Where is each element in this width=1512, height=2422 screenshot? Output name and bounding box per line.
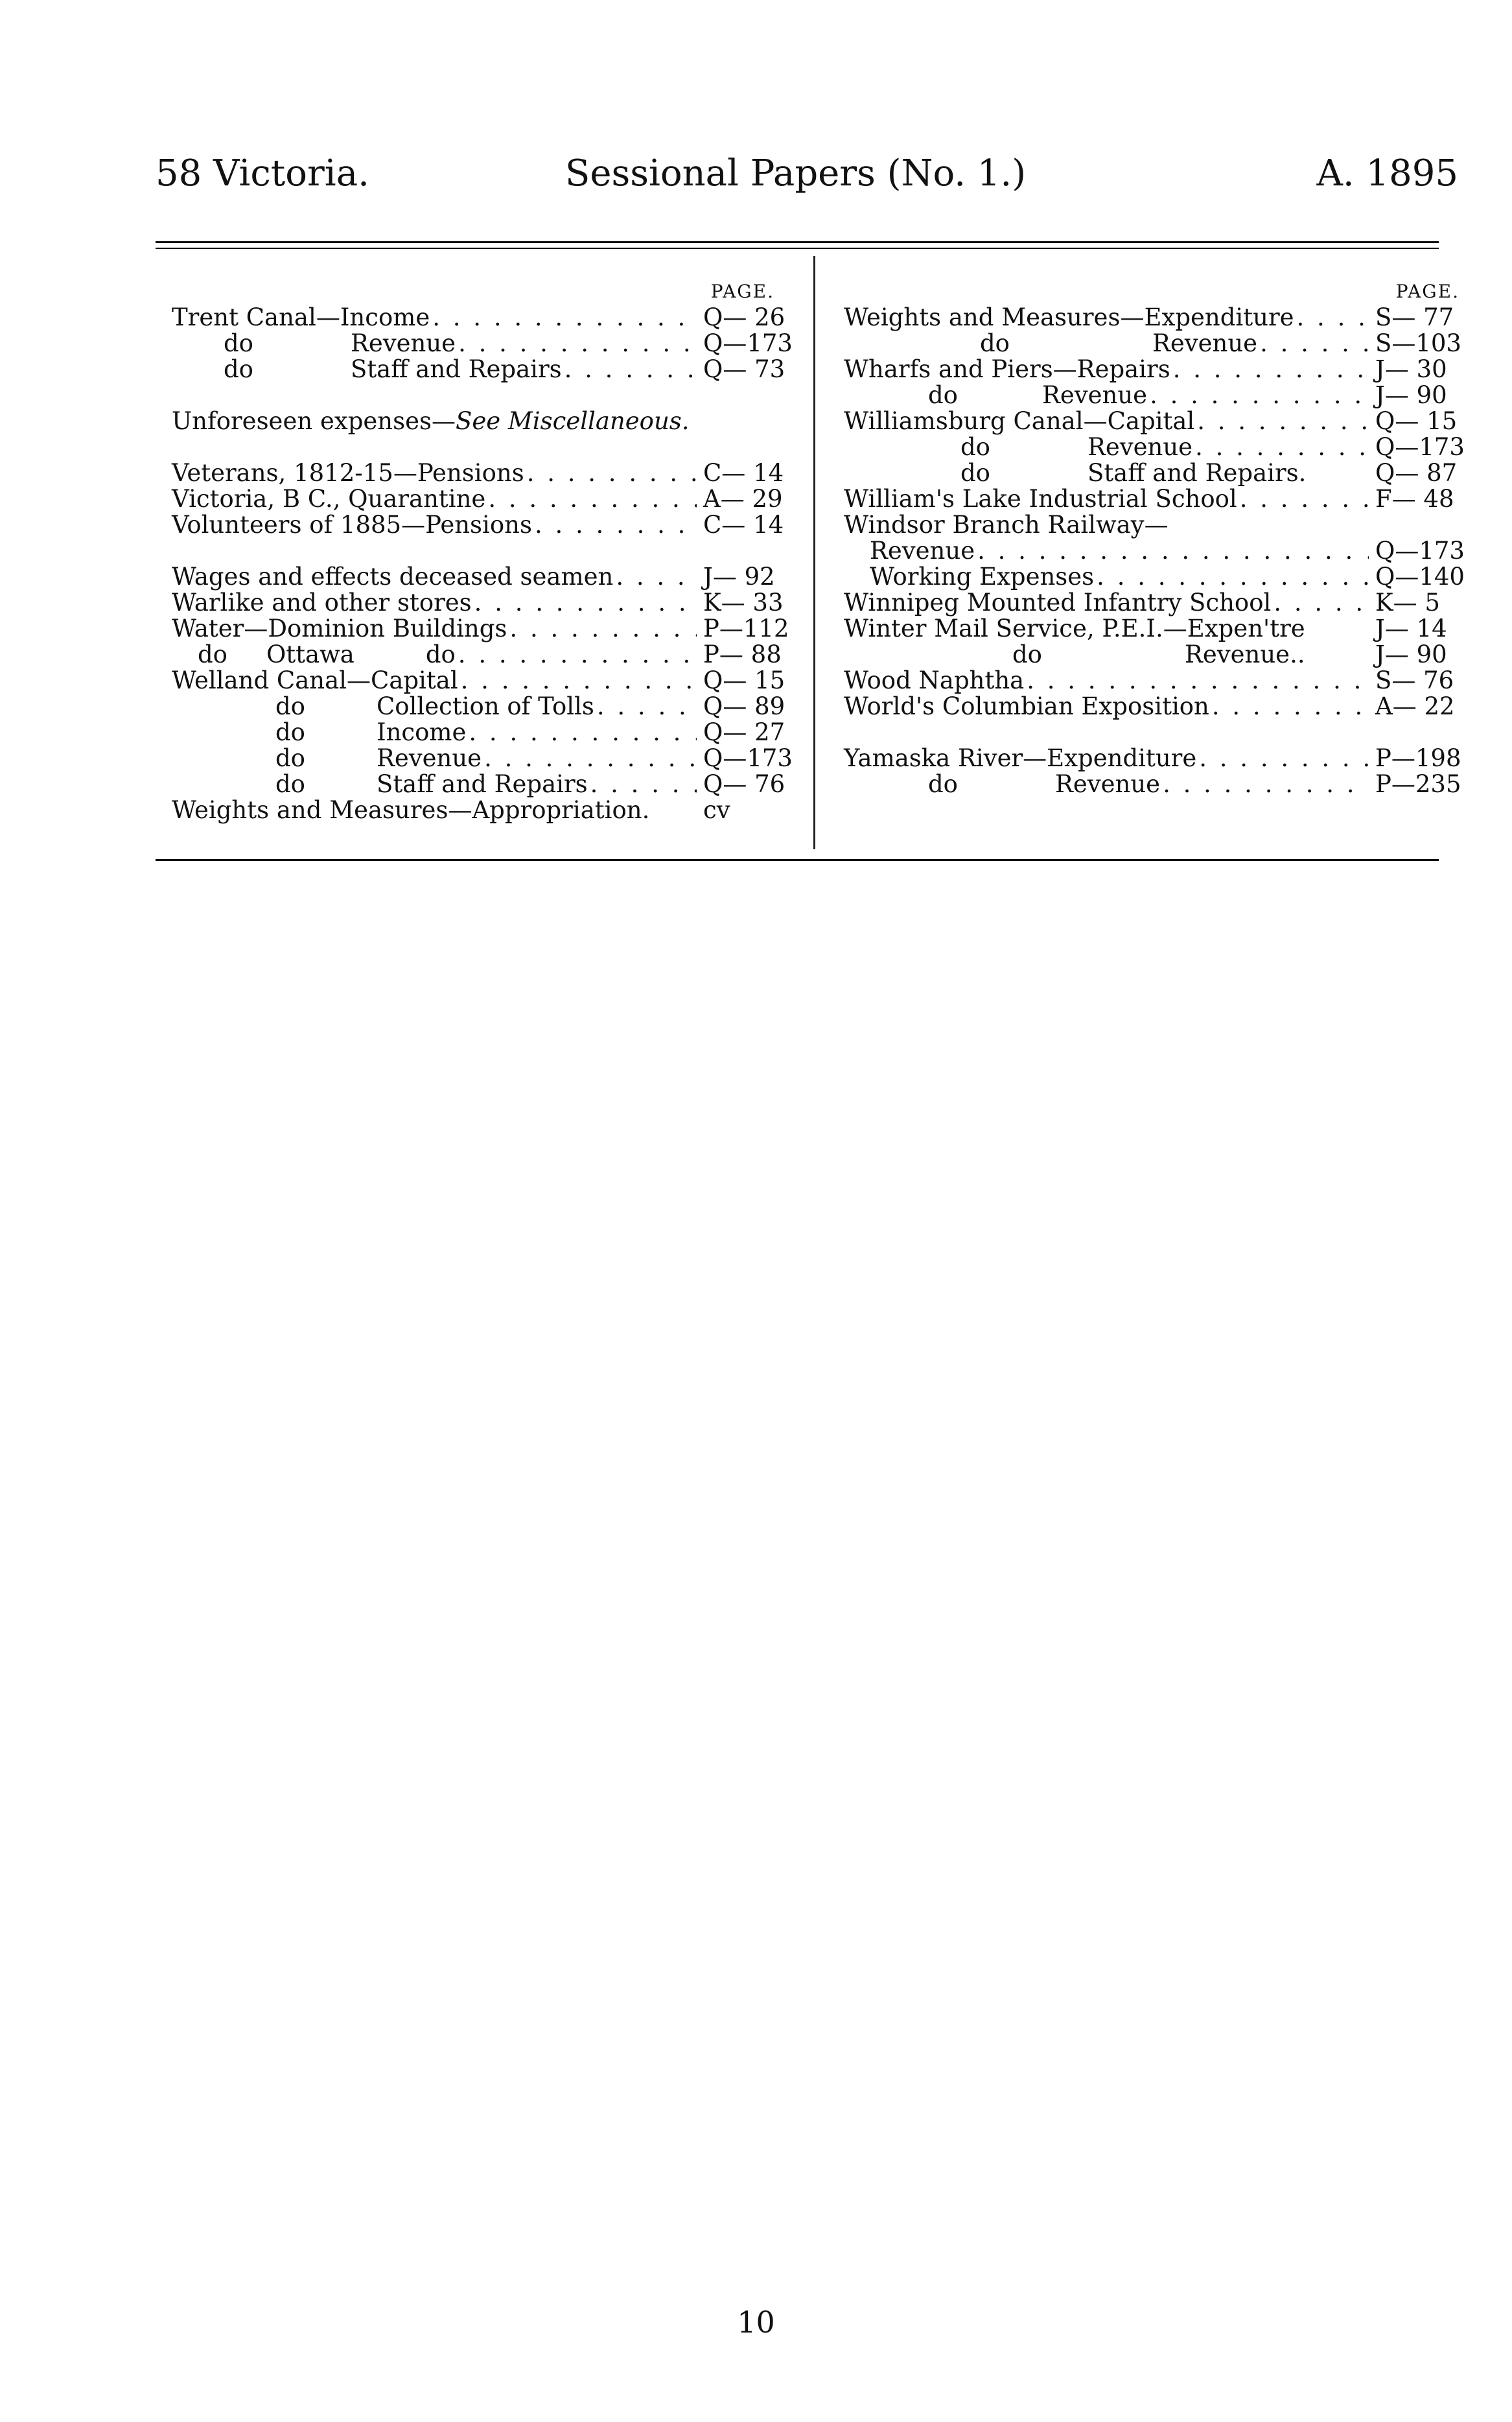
entry-text: Williamsburg Canal—Capital [844, 407, 1195, 435]
entry-text: Volunteers of 1885—Pensions [172, 511, 532, 539]
entry-page: Q— 76 [703, 770, 785, 798]
index-entry [844, 538, 1466, 564]
entry-page: Q— 15 [1375, 407, 1458, 435]
index-entry [172, 590, 794, 616]
leader-dots [466, 720, 697, 746]
leader-dots [1192, 434, 1369, 460]
entry-ditto: do [275, 744, 305, 772]
entry-text: Veterans, 1812-15—Pensions [172, 459, 524, 487]
entry-text: Revenue [350, 329, 456, 357]
entry-page: Q—173 [703, 329, 793, 357]
header-year: A. 1895 [1316, 152, 1458, 194]
entry-text: Revenue [1087, 433, 1193, 461]
leader-dots [1194, 408, 1369, 434]
leader-dots [594, 694, 697, 720]
entry-ditto: do [224, 329, 253, 357]
entry-ditto: do [275, 718, 305, 746]
leader-dots [1094, 564, 1369, 590]
entry-page: J— 14 [1375, 615, 1447, 642]
page-column-label: PAGE. [710, 281, 774, 302]
entry-page: Q—173 [703, 744, 793, 772]
leader-dots [482, 746, 697, 771]
leader-dots [975, 538, 1369, 564]
leader-dots [1196, 746, 1369, 771]
entry-page: cv [703, 796, 730, 824]
index-entry [172, 331, 794, 357]
entry-ditto: do [960, 433, 990, 461]
entry-page: Q— 89 [703, 692, 785, 720]
page-column-label-right: PAGE. [1395, 281, 1460, 302]
index-entry [172, 668, 794, 694]
entry-text: Staff and Repairs [350, 355, 562, 383]
entry-page: Q— 27 [703, 718, 785, 746]
entry-page: P—235 [1375, 770, 1461, 798]
entry-text: Unforeseen expenses— [172, 407, 456, 435]
index-entry [172, 564, 794, 590]
entry-text: Winter Mail Service, P.E.I.—Expen'tre [844, 615, 1305, 642]
entry-text: Wharfs and Piers—Repairs [844, 355, 1170, 383]
index-entry [844, 590, 1466, 616]
entry-page: J— 90 [1375, 381, 1447, 409]
leader-dots [456, 331, 697, 357]
index-entry [844, 642, 1466, 668]
entry-text: Revenue.. [1184, 641, 1305, 668]
index-column-left [172, 279, 794, 823]
index-entry [844, 357, 1466, 382]
leader-dots [1024, 668, 1369, 694]
index-entry [844, 564, 1466, 590]
leader-dots [1257, 331, 1369, 357]
index-entry [844, 434, 1466, 460]
entry-page: Q—173 [1375, 433, 1465, 461]
leader-dots [458, 668, 697, 694]
entry-text: Revenue [1041, 381, 1148, 409]
header-rule-secondary [156, 248, 1439, 249]
leader-dots [562, 357, 697, 382]
entry-ditto: do [425, 641, 456, 668]
header-volume: 58 Victoria. [156, 152, 369, 194]
entry-page: J— 30 [1375, 355, 1447, 383]
entry-ditto: do [928, 381, 958, 409]
entry-page: K— 33 [703, 589, 784, 617]
leader-dots [456, 642, 697, 668]
entry-text: Collection of Tolls [376, 692, 594, 720]
entry-ditto: do [275, 692, 305, 720]
entry-page: Q— 87 [1375, 459, 1458, 487]
header-rule [156, 241, 1439, 243]
entry-page: P—112 [703, 615, 789, 642]
entry-ditto: do [960, 459, 990, 487]
entry-text: Victoria, B C., Quarantine [172, 485, 486, 513]
index-entry [172, 797, 794, 823]
index-entry [172, 771, 794, 797]
entry-page: S— 76 [1375, 666, 1454, 694]
entry-page: K— 5 [1375, 589, 1440, 617]
entry-page: Q—173 [1375, 537, 1465, 565]
entry-text: Wages and effects deceased seamen [172, 563, 614, 591]
entry-page: A— 29 [703, 485, 783, 513]
index-entry [844, 746, 1466, 771]
header-title: Sessional Papers (No. 1.) [565, 152, 1027, 194]
entry-page: P—198 [1375, 744, 1461, 772]
index-column-right [844, 279, 1466, 797]
entry-text: Weights and Measures—Expenditure [844, 303, 1294, 331]
leader-dots [485, 486, 697, 512]
index-entry [172, 616, 794, 642]
leader-dots [588, 771, 697, 797]
entry-page: J— 90 [1375, 641, 1447, 668]
page-number: 10 [737, 2305, 775, 2340]
entry-page: Q— 26 [703, 303, 785, 331]
entry-text: Staff and Repairs. [1087, 459, 1307, 487]
index-entry [172, 305, 794, 331]
entry-text: Windsor Branch Railway— [844, 511, 1169, 539]
entry-page: Q— 15 [703, 666, 785, 694]
entry-text: World's Columbian Exposition [844, 692, 1209, 720]
entry-text: Revenue [1152, 329, 1258, 357]
column-divider [813, 256, 815, 849]
index-entry [844, 616, 1466, 642]
index-entry [844, 408, 1466, 434]
entry-page: Q— 73 [703, 355, 785, 383]
entry-text: Working Expenses [870, 563, 1095, 591]
entry-page: S—103 [1375, 329, 1461, 357]
entry-text: Income [376, 718, 467, 746]
entry-ditto: do [928, 770, 958, 798]
entry-text: Warlike and other stores [172, 589, 472, 617]
index-entry [172, 460, 794, 486]
leader-dots [1237, 486, 1369, 512]
index-entry [844, 694, 1466, 720]
entry-text: Revenue [376, 744, 482, 772]
index-entry [172, 357, 794, 382]
index-entry [844, 331, 1466, 357]
leader-dots [472, 590, 697, 616]
entry-text: William's Lake Industrial School [844, 485, 1237, 513]
index-entry [844, 512, 1466, 538]
entry-text: Winnipeg Mounted Infantry School [844, 589, 1272, 617]
entry-page: C— 14 [703, 511, 784, 539]
entry-page: J— 92 [703, 563, 775, 591]
leader-dots [532, 512, 697, 538]
index-entry [172, 408, 794, 434]
entry-page: Q—140 [1375, 563, 1465, 591]
entry-ditto: do [224, 355, 253, 383]
running-header [156, 152, 1458, 204]
leader-dots [1160, 771, 1369, 797]
footer-rule [156, 859, 1439, 861]
leader-dots [1147, 382, 1369, 408]
entry-text: Revenue [1054, 770, 1161, 798]
entry-text: Revenue [870, 537, 975, 565]
leader-dots [507, 616, 697, 642]
leader-dots [1170, 357, 1369, 382]
entry-ditto: do [198, 641, 227, 668]
leader-dots [613, 564, 697, 590]
index-entry [172, 512, 794, 538]
index-entry [172, 746, 794, 771]
entry-text: Staff and Repairs [376, 770, 588, 798]
entry-text: Ottawa [266, 641, 355, 668]
index-entry [844, 382, 1466, 408]
entry-page: C— 14 [703, 459, 784, 487]
entry-page: P— 88 [703, 641, 782, 668]
entry-page: S— 77 [1375, 303, 1454, 331]
entry-text: Weights and Measures—Appropriation. [172, 796, 650, 824]
index-entry [844, 771, 1466, 797]
entry-text: Welland Canal—Capital [172, 666, 458, 694]
index-entry [844, 460, 1466, 486]
index-entry [172, 720, 794, 746]
entry-page: F— 48 [1375, 485, 1454, 513]
entry-ditto: do [1012, 641, 1042, 668]
index-entry [172, 486, 794, 512]
entry-text: Water—Dominion Buildings [172, 615, 507, 642]
leader-dots [1271, 590, 1369, 616]
leader-dots [430, 305, 697, 331]
entry-ditto: do [275, 770, 305, 798]
index-entry [844, 668, 1466, 694]
entry-ditto: do [980, 329, 1010, 357]
entry-text: Trent Canal—Income [172, 303, 430, 331]
entry-page: A— 22 [1375, 692, 1455, 720]
entry-text: Yamaska River—Expenditure [844, 744, 1197, 772]
index-entry [844, 305, 1466, 331]
leader-dots [1294, 305, 1369, 331]
entry-text: Wood Naphtha [844, 666, 1025, 694]
entry-cross-reference: See Miscellaneous. [455, 407, 690, 435]
index-entry [172, 642, 794, 668]
index-entry [844, 486, 1466, 512]
index-entry [172, 694, 794, 720]
leader-dots [524, 460, 697, 486]
leader-dots [1209, 694, 1369, 720]
